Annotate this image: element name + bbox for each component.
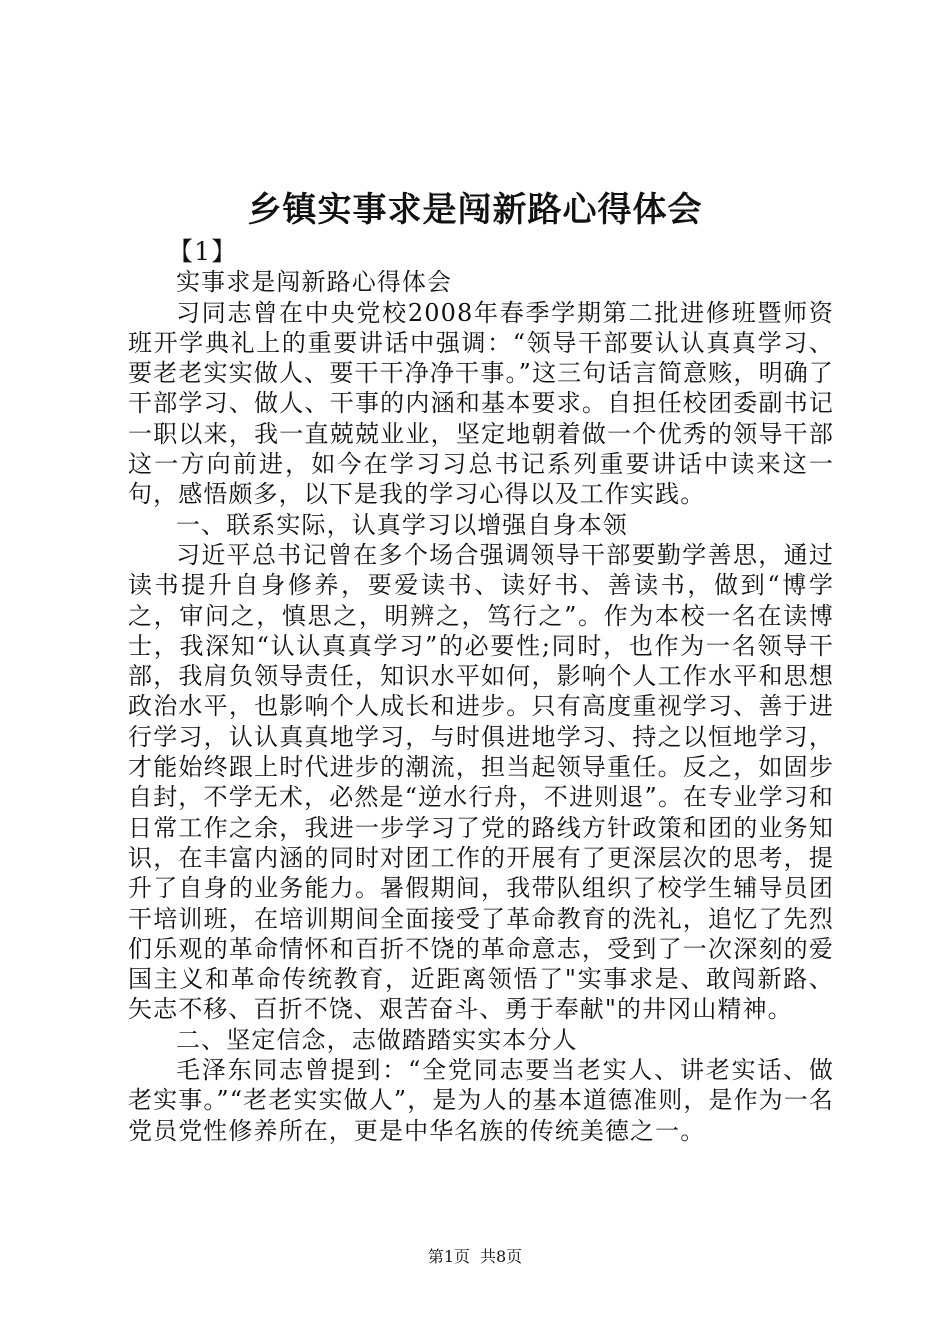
body-paragraph: 毛泽东同志曾提到：“全党同志要当老实人、讲老实话、做老实事。”“老老实实做人”，是为人的基本道德准则，是作为一名党员党性修养所在，更是中华名族的传统美德之一。 — [128, 1056, 834, 1145]
section-marker: 【1】 — [168, 237, 238, 266]
body-paragraph: 习近平总书记曾在多个场合强调领导干部要勤学善思，通过读书提升自身修养，要爱读书、读好书、善读书，做到“博学之，审问之，慎思之，明辨之，笃行之”。作为本校一名在读博士，我深知“认认真真学习”的必要性;同时，也作为一名领导干部，我肩负领导责任，知识水平如何，影响个人工作水平和思想政治水平，也影响个人成长和进步。只有高度重视学习、善于进行学习，认认真真地学习，与时俱进地学习、持之以恒地学习，才能始终跟上时代进步的潮流，担当起领导重任。反之，如固步自封，不学无术，必然是“逆水行舟，不进则退”。在专业学习和日常工作之余，我进一步学习了党的路线方针政策和团的业务知识，在丰富内涵的同时对团工作的开展有了更深层次的思考，提升了自身的业务能力。暑假期间，我带队组织了校学生辅导员团干培训班，在培训期间全面接受了革命教育的洗礼，追忆了先烈们乐观的革命情怀和百折不饶的革命意志，受到了一次深刻的爱国主义和革命传统教育，近距离领悟了"实事求是、敢闯新路、矢志不移、百折不饶、艰苦奋斗、勇于奉献"的井冈山精神。 — [128, 540, 834, 1024]
page-total: 共8页 — [480, 1247, 523, 1266]
subtitle-paragraph: 实事求是闯新路心得体会 — [176, 268, 453, 297]
page-footer — [0, 1246, 950, 1268]
page-number: 第1页 — [427, 1247, 470, 1266]
section-heading: 二、坚定信念，志做踏踏实实本分人 — [176, 1025, 578, 1054]
section-heading: 一、联系实际，认真学习以增强自身本领 — [176, 510, 628, 539]
body-paragraph: 习同志曾在中央党校2008年春季学期第二批进修班暨师资班开学典礼上的重要讲话中强调：“领导干部要认认真真学习、要老老实实做人、要干干净净干事。”这三句话言简意赅，明确了干部学习、做人、干事的内涵和基本要求。自担任校团委副书记一职以来，我一直兢兢业业，坚定地朝着做一个优秀的领导干部这一方向前进，如今在学习习总书记系列重要讲话中读来这一句，感悟颇多，以下是我的学习心得以及工作实践。 — [128, 298, 834, 509]
document-body — [128, 237, 834, 1146]
document-title: 乡镇实事求是闯新路心得体会 — [247, 190, 703, 230]
